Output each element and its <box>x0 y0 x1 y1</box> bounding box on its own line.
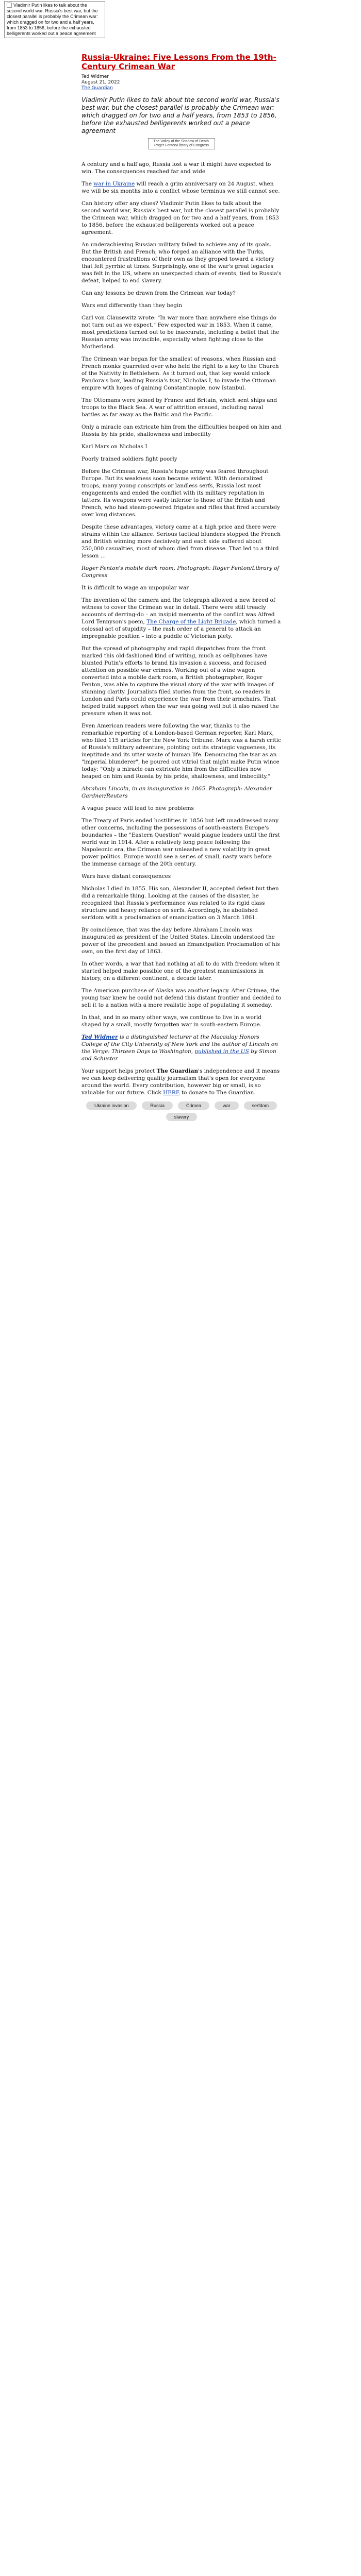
image-alt-text: Vladimir Putin likes to talk about the second world war. Russia's best war, but the closest parallel is probably the Crimean war: which dragged on for two and a half years, from 1853 to 1856, before the exhausted belligerents worked out a peace agreement <box>7 3 98 36</box>
paragraph: The invention of the camera and the telegraph allowed a new breed of witness to cover the Crimean war in detail. There were still treacly accounts of derring-do – an insipid memento of the conflict was Alfred Lord Tennyson's poem, The Charge of the Light Brigade, which turned a colossal act of stupidity – the rash order of a general to attack an impregnable position – into a puddle of Victorian piety. <box>81 597 281 639</box>
section-heading: Wars end differently than they begin <box>81 302 183 309</box>
charge-light-brigade-link[interactable]: The Charge of the Light Brigade <box>146 619 236 625</box>
image-caption: Roger Fenton's mobile dark room. Photograph: Roger Fenton/Library of Congress <box>81 565 280 579</box>
broken-image-icon <box>7 3 12 8</box>
paragraph: Despite these advantages, victory came at a high price and there were strains within the alliance. Serious tactical blunders stopped the French and British winning more decisively and each side suffered about 250,000 casualties, most of whom died from disease. That led to a third lesson … <box>81 524 281 559</box>
image-caption: Abraham Lincoln, in an inauguration in 1865. Photograph: Alexander Gardner/Reuters <box>81 786 272 799</box>
paragraph: The Treaty of Paris ended hostilities in 1856 but left unaddressed many other concerns, including the possessions of south-eastern Europe's boundaries – the "Eastern Question" would plague leaders until the first world war in 1914. After a relatively long peace following the Napoleonic era, the Crimean war unleashed a new volatility in great power politics. Europe would see a series of small, nasty wars before the immense carnage of the 20th century. <box>81 818 280 867</box>
byline <box>81 74 282 91</box>
paragraph: Carl von Clausewitz wrote: "In war more than anywhere else things do not turn out as we expect." Few expected war in 1853. When it came, most predictions turned out to be inaccurate, including a belief that the Russian army was invincible, especially when fighting close to the Motherland. <box>81 315 280 350</box>
paragraph: The American purchase of Alaska was another legacy. After Crimea, the young tsar knew he could not defend this distant frontier and decided to sell it to a nation with a more realistic hope of populating it someday. <box>81 988 282 1008</box>
paragraph: In that, and in so many other ways, we continue to live in a world shaped by a small, mostly forgotten war in south-eastern Europe. <box>81 1014 262 1028</box>
article <box>81 53 282 1121</box>
paragraph: In other words, a war that had nothing at all to do with freedom when it started helped make possible one of the greatest manumissions in history, on a different continent, a decade later. <box>81 961 280 981</box>
tag-serfdom[interactable]: serfdom <box>244 1101 277 1110</box>
publish-date: August 21, 2022 <box>81 80 120 85</box>
paragraph: But the spread of photography and rapid dispatches from the front marked this old-fashioned kind of writing, much as cellphones have blunted Putin's efforts to brand his invasion a success, and focused attention on possible war crimes. Working out of a wine wagon converted into a mobile dark room, a British photographer, Roger Fenton, was able to capture the visual story of the war with images of stunning clarity. Journalists filed stories from the front, so readers in London and Paris could experience the war from their armchairs. That helped build support when the war was going well but it also raised the pressure when it was not. <box>81 646 279 717</box>
hero-image <box>81 138 282 156</box>
paragraph: Can any lessons be drawn from the Crimean war today? <box>81 290 236 296</box>
tag-crimea[interactable]: Crimea <box>178 1101 209 1110</box>
pull-quote-attribution: Karl Marx on Nicholas I <box>81 444 147 450</box>
publication-link[interactable]: The Guardian <box>81 86 113 91</box>
paragraph: By coincidence, that was the day before Abraham Lincoln was inaugurated as president of the United States. Lincoln understood the power of the precedent and issued an Emancipation Proclamation of his own, on the first day of 1863. <box>81 927 280 955</box>
section-heading: A vague peace will lead to new problems <box>81 805 194 811</box>
hero-caption: The Valley of the Shadow of Death. Roger Fenton/Library of Congress <box>153 140 210 147</box>
standfirst: Vladimir Putin likes to talk about the second world war, Russia's best war, but the closest parallel is probably the Crimean war: which dragged on for two and a half years, from 1853 to 1856, before the exhausted belligerents worked out a peace agreement <box>81 96 280 134</box>
paragraph: The Crimean war began for the smallest of reasons, when Russian and French monks quarreled over who held the right to a key to the Church of the Nativity in Bethlehem. As it turned out, that key would unlock Pandora's box, leading Russia's tsar, Nicholas I, to invade the Ottoman empire with hopes of gaining Constantinople, now Istanbul. <box>81 356 279 391</box>
tag-list <box>81 1101 282 1121</box>
author-bio: Ted Widmer is a distinguished lecturer at the Macaulay Honors College of the City University of New York and the author of Lincoln on the Verge: Thirteen Days to Washington, published in the US by Simon and Schuster <box>81 1034 278 1062</box>
author-bio-link[interactable]: Ted Widmer <box>81 1034 118 1040</box>
paragraph: Nicholas I died in 1855. His son, Alexander II, accepted defeat but then did a remarkable thing. Looking at the causes of the disaster, he recognized that Russia's performance was related to its rigid class structure and heavy reliance on serfs. Accordingly, he abolished serfdom with a proclamation of emancipation on 3 March 1861. <box>81 886 279 921</box>
broken-image-alt <box>4 1 105 38</box>
pull-quote: Only a miracle can extricate him from the difficulties heaped on him and Russia by his pride, shallowness and imbecility <box>81 424 282 437</box>
section-heading: Wars have distant consequences <box>81 873 171 879</box>
paragraph: Before the Crimean war, Russia's huge army was feared throughout Europe. But its weakness soon became evident. With demoralized troops, many young conscripts or landless serfs, Russia lost most engagements and ended the conflict with its military reputation in tatters. Its weapons were vastly inferior to those of the British and French, who had steam-powered frigates and rifles that fired accurately over long distances. <box>81 468 280 518</box>
paragraph: A century and a half ago, Russia lost a war it might have expected to win. The consequences reached far and wide <box>81 161 271 175</box>
article-body <box>81 161 282 1096</box>
paragraph: Even American readers were following the war, thanks to the remarkable reporting of a London-based German reporter, Karl Marx, who filed 115 articles for the New York Tribune. Marx was a harsh critic of Russia's military adventure, pointing out its strategic vagueness, its ineptitude and its utter waste of human life. Denouncing the tsar as an "imperial blunderer", he poured out vitriol that might make Putin wince today: "Only a miracle can extricate him from the difficulties now heaped on him and Russia by his pride, shallowness, and imbecility." <box>81 723 281 779</box>
section-heading: Poorly trained soldiers fight poorly <box>81 456 177 462</box>
paragraph: An underachieving Russian military failed to achieve any of its goals. But the British and French, who forged an alliance with the Turks, encountered frustrations of their own as they groped toward a victory that felt pyrrhic at times. Surprisingly, one of the war's great legacies was felt in the US, where an unexpected chain of events, tied to Russia's defeat, helped to end slavery. <box>81 242 282 284</box>
article-title[interactable]: Russia-Ukraine: Five Lessons From the 19th-Century Crimean War <box>81 53 276 71</box>
paragraph: The Ottomans were joined by France and Britain, which sent ships and troops to the Black Sea. A war of attrition ensued, including naval battles as far away as the Baltic and the Pacific. <box>81 397 277 418</box>
published-in-us-link[interactable]: published in the US <box>194 1048 249 1055</box>
support-message: Your support helps protect The Guardian's independence and it means we can keep delivering quality journalism that's open for everyone around the world. Every contribution, however big or small, is so valuable for our future. Click HERE to donate to The Guardian. <box>81 1068 280 1096</box>
section-heading: It is difficult to wage an unpopular war <box>81 585 189 591</box>
tag-ukraine-invasion[interactable]: Ukraine invasion <box>86 1101 137 1110</box>
paragraph: The war in Ukraine will reach a grim anniversary on 24 August, when we will be six months into a conflict whose terminus we still cannot see. <box>81 181 280 194</box>
author-name: Ted Widmer <box>81 74 109 79</box>
hero-image-placeholder <box>148 138 215 149</box>
tag-russia[interactable]: Russia <box>142 1101 173 1110</box>
tag-war[interactable]: war <box>215 1101 239 1110</box>
paragraph: Can history offer any clues? Vladimir Putin likes to talk about the second world war, Russia's best war, but the closest parallel is probably the Crimean war, which dragged on for two and a half years, from 1853 to 1856, before the exhausted belligerents worked out a peace agreement. <box>81 200 280 235</box>
donate-link[interactable]: HERE <box>163 1090 180 1096</box>
war-in-ukraine-link[interactable]: war in Ukraine <box>93 181 135 187</box>
tag-slavery[interactable]: slavery <box>166 1113 198 1121</box>
